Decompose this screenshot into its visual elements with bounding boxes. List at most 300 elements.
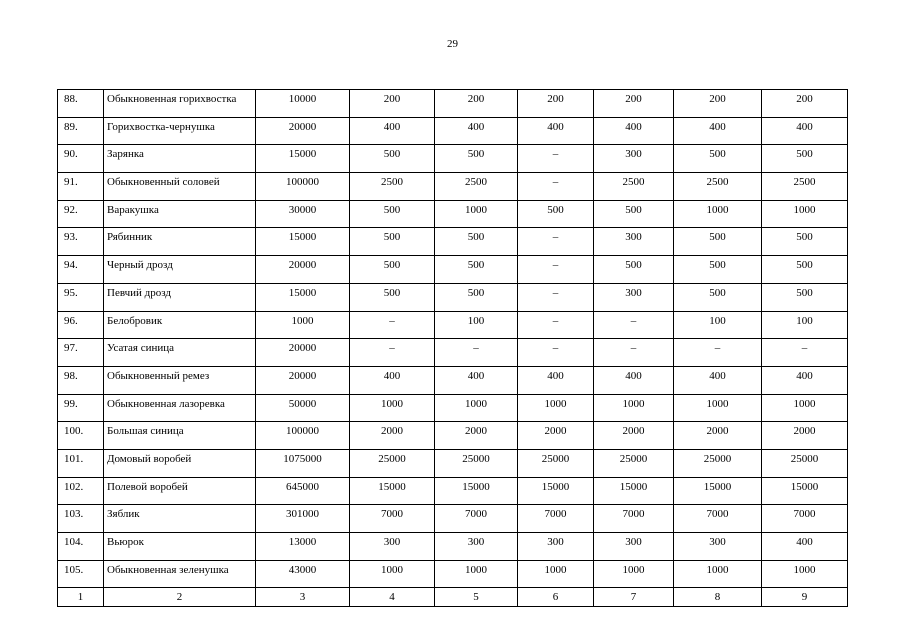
cell-text: 200 [796, 93, 813, 105]
cell-text: 500 [383, 203, 401, 216]
cell-text: 400 [709, 369, 726, 382]
value-cell-6 [518, 339, 594, 367]
species-name-cell [104, 90, 256, 118]
cell-text: 200 [709, 93, 726, 105]
value-cell-5 [435, 560, 518, 588]
value-cell-8 [674, 90, 762, 118]
cell-text: 1000 [793, 563, 816, 576]
total-count-cell [256, 283, 350, 311]
value-cell-9 [762, 339, 848, 367]
cell-text: 99. [64, 397, 78, 410]
value-cell-6 [518, 505, 594, 533]
value-cell-7 [594, 560, 674, 588]
cell-text: 15000 [541, 480, 570, 493]
cell-text: 1000 [793, 397, 816, 410]
value-cell-7 [594, 339, 674, 367]
value-cell-4 [350, 256, 435, 284]
species-name-cell [104, 422, 256, 450]
cell-text: Обыкновенный ремез [107, 369, 210, 382]
cell-text: 88. [64, 93, 78, 105]
row-number-cell [58, 117, 104, 145]
cell-text: 1000 [544, 397, 567, 410]
cell-text: Белобровик [107, 314, 163, 327]
cell-text: – [389, 342, 395, 355]
value-cell-7 [594, 256, 674, 284]
total-count-cell [256, 560, 350, 588]
cell-text: 7000 [465, 508, 487, 521]
cell-text: – [552, 286, 559, 299]
cell-text: 2000 [706, 425, 729, 438]
table-row [58, 256, 848, 284]
row-number-cell [58, 449, 104, 477]
cell-text: 645000 [286, 480, 319, 493]
cell-text: 1000 [622, 397, 645, 410]
cell-text: 500 [796, 259, 813, 272]
cell-text: – [389, 314, 395, 327]
cell-text: Рябинник [107, 231, 153, 244]
cell-text: 1000 [381, 397, 403, 410]
row-number-cell [58, 422, 104, 450]
table-row [58, 560, 848, 588]
cell-text: 7000 [544, 508, 567, 521]
value-cell-8 [674, 256, 762, 284]
cell-text: 30000 [288, 203, 317, 216]
cell-text: 300 [467, 536, 485, 548]
value-cell-5 [435, 311, 518, 339]
species-name-cell [104, 173, 256, 201]
total-count-cell [256, 505, 350, 533]
column-number-cell [350, 588, 435, 607]
cell-text: 500 [547, 203, 564, 216]
cell-text: 400 [467, 120, 485, 133]
value-cell-6 [518, 311, 594, 339]
cell-text: 1075000 [283, 452, 322, 465]
cell-text: Зяблик [107, 508, 140, 521]
cell-text: 25000 [462, 452, 490, 465]
value-cell-9 [762, 200, 848, 228]
cell-text: 500 [709, 259, 726, 272]
cell-text: 500 [467, 231, 485, 244]
value-cell-8 [674, 228, 762, 256]
cell-text: 200 [547, 93, 564, 105]
cell-text: 93. [64, 231, 78, 244]
row-number-cell [58, 311, 104, 339]
total-count-cell [256, 200, 350, 228]
total-count-cell [256, 533, 350, 561]
cell-text: 1000 [291, 314, 314, 327]
value-cell-8 [674, 449, 762, 477]
value-cell-9 [762, 477, 848, 505]
value-cell-6 [518, 533, 594, 561]
value-cell-9 [762, 145, 848, 173]
cell-text: 94. [64, 259, 78, 272]
column-number-cell [104, 588, 256, 607]
cell-text: 1000 [465, 397, 487, 410]
cell-text: 2000 [622, 425, 645, 438]
cell-text: Зарянка [107, 148, 144, 161]
cell-text: 4 [389, 591, 395, 604]
value-cell-6 [518, 173, 594, 201]
table-body [58, 90, 848, 607]
cell-text: 6 [552, 591, 559, 604]
value-cell-4 [350, 449, 435, 477]
value-cell-5 [435, 283, 518, 311]
cell-text: 100000 [286, 176, 319, 189]
cell-text: 100. [64, 425, 84, 438]
cell-text: 9 [801, 591, 808, 604]
value-cell-8 [674, 173, 762, 201]
table-row [58, 339, 848, 367]
value-cell-8 [674, 560, 762, 588]
value-cell-4 [350, 311, 435, 339]
cell-text: 15000 [288, 231, 317, 244]
value-cell-5 [435, 145, 518, 173]
value-cell-8 [674, 200, 762, 228]
cell-text: 400 [625, 120, 642, 133]
cell-text: 2500 [793, 176, 816, 189]
row-number-cell [58, 283, 104, 311]
cell-text: Певчий дрозд [107, 286, 171, 299]
value-cell-6 [518, 145, 594, 173]
total-count-cell [256, 256, 350, 284]
cell-text: 15000 [703, 480, 732, 493]
cell-text: Обыкновенная зеленушка [107, 563, 229, 576]
cell-text: 300 [625, 148, 642, 161]
value-cell-8 [674, 117, 762, 145]
table-row [58, 283, 848, 311]
value-cell-7 [594, 117, 674, 145]
species-name-cell [104, 283, 256, 311]
value-cell-4 [350, 228, 435, 256]
cell-text: 400 [625, 369, 642, 382]
cell-text: 50000 [288, 397, 317, 410]
value-cell-4 [350, 505, 435, 533]
cell-text: 400 [709, 120, 726, 133]
cell-text: 400 [467, 369, 485, 382]
cell-text: 1000 [544, 563, 567, 576]
value-cell-5 [435, 117, 518, 145]
species-name-cell [104, 560, 256, 588]
cell-text: 89. [64, 120, 78, 133]
value-cell-7 [594, 505, 674, 533]
value-cell-5 [435, 477, 518, 505]
cell-text: Домовый воробей [107, 452, 192, 465]
cell-text: 301000 [286, 508, 319, 521]
cell-text: 1000 [793, 203, 816, 216]
cell-text: 500 [383, 286, 401, 299]
value-cell-9 [762, 449, 848, 477]
cell-text: 400 [547, 369, 564, 382]
cell-text: 25000 [541, 452, 570, 465]
value-cell-8 [674, 422, 762, 450]
value-cell-4 [350, 366, 435, 394]
cell-text: 500 [383, 231, 401, 244]
value-cell-6 [518, 256, 594, 284]
cell-text: 300 [625, 286, 642, 299]
table-row [58, 311, 848, 339]
table-row [58, 117, 848, 145]
column-number-cell [518, 588, 594, 607]
cell-text: 1000 [465, 203, 487, 216]
column-number-cell [58, 588, 104, 607]
cell-text: 15000 [790, 480, 819, 493]
cell-text: 100000 [286, 425, 319, 438]
cell-text: 2000 [381, 425, 403, 438]
cell-text: 2000 [465, 425, 487, 438]
cell-text: 500 [796, 148, 813, 161]
cell-text: 15000 [288, 286, 317, 299]
value-cell-5 [435, 394, 518, 422]
cell-text: Усатая синица [107, 342, 175, 355]
cell-text: 500 [709, 231, 726, 244]
value-cell-5 [435, 533, 518, 561]
table-row [58, 533, 848, 561]
value-cell-9 [762, 560, 848, 588]
species-name-cell [104, 449, 256, 477]
value-cell-5 [435, 173, 518, 201]
table-row [58, 477, 848, 505]
value-cell-4 [350, 422, 435, 450]
cell-text: 15000 [288, 148, 317, 161]
cell-text: – [801, 342, 808, 355]
value-cell-4 [350, 200, 435, 228]
cell-text: 15000 [378, 480, 406, 493]
total-count-cell [256, 173, 350, 201]
table-row [58, 422, 848, 450]
cell-text: Вьюрок [107, 536, 144, 548]
cell-text: 8 [714, 591, 721, 604]
total-count-cell [256, 394, 350, 422]
cell-text: 25000 [378, 452, 406, 465]
cell-text: 98. [64, 369, 78, 382]
species-name-cell [104, 339, 256, 367]
value-cell-8 [674, 477, 762, 505]
cell-text: 500 [467, 148, 485, 161]
value-cell-5 [435, 228, 518, 256]
value-cell-5 [435, 256, 518, 284]
row-number-cell [58, 90, 104, 118]
cell-text: 1000 [706, 563, 729, 576]
value-cell-9 [762, 90, 848, 118]
table-row [58, 173, 848, 201]
species-name-cell [104, 366, 256, 394]
value-cell-7 [594, 283, 674, 311]
total-count-cell [256, 449, 350, 477]
value-cell-7 [594, 533, 674, 561]
value-cell-4 [350, 145, 435, 173]
cell-text: 25000 [619, 452, 648, 465]
value-cell-5 [435, 339, 518, 367]
table-row [58, 366, 848, 394]
cell-text: 105. [64, 563, 84, 576]
column-number-cell [594, 588, 674, 607]
cell-text: 500 [796, 286, 813, 299]
table-row [58, 228, 848, 256]
species-name-cell [104, 533, 256, 561]
cell-text: 90. [64, 148, 78, 161]
value-cell-7 [594, 200, 674, 228]
cell-text: 500 [796, 231, 813, 244]
cell-text: 101. [64, 452, 84, 465]
value-cell-8 [674, 283, 762, 311]
row-number-cell [58, 228, 104, 256]
value-cell-9 [762, 173, 848, 201]
value-cell-8 [674, 394, 762, 422]
cell-text: – [552, 176, 559, 189]
cell-text: 95. [64, 286, 78, 299]
cell-text: 7000 [793, 508, 816, 521]
species-name-cell [104, 117, 256, 145]
cell-text: 20000 [288, 259, 317, 272]
cell-text: – [714, 342, 721, 355]
column-number-cell [674, 588, 762, 607]
row-number-cell [58, 505, 104, 533]
cell-text: 400 [383, 120, 401, 133]
value-cell-9 [762, 117, 848, 145]
cell-text: 43000 [288, 563, 317, 576]
value-cell-6 [518, 394, 594, 422]
column-number-cell [435, 588, 518, 607]
value-cell-5 [435, 505, 518, 533]
cell-text: – [630, 314, 637, 327]
total-count-cell [256, 477, 350, 505]
value-cell-8 [674, 505, 762, 533]
cell-text: 2500 [622, 176, 645, 189]
row-number-cell [58, 256, 104, 284]
value-cell-6 [518, 117, 594, 145]
value-cell-4 [350, 560, 435, 588]
value-cell-6 [518, 366, 594, 394]
value-cell-6 [518, 283, 594, 311]
value-cell-7 [594, 477, 674, 505]
cell-text: 102. [64, 480, 84, 493]
value-cell-8 [674, 533, 762, 561]
total-count-cell [256, 311, 350, 339]
cell-text: 500 [383, 259, 401, 272]
cell-text: 25000 [703, 452, 732, 465]
cell-text: 1 [77, 591, 84, 604]
row-number-cell [58, 173, 104, 201]
cell-text: 15000 [619, 480, 648, 493]
value-cell-7 [594, 366, 674, 394]
value-cell-7 [594, 422, 674, 450]
value-cell-7 [594, 90, 674, 118]
cell-text: 7000 [381, 508, 403, 521]
cell-text: 15000 [462, 480, 490, 493]
cell-text: – [552, 259, 559, 272]
row-number-cell [58, 200, 104, 228]
cell-text: 10000 [288, 93, 317, 105]
cell-text: Обыкновенная лазоревка [107, 397, 225, 410]
value-cell-6 [518, 228, 594, 256]
value-cell-9 [762, 256, 848, 284]
cell-text: 104. [64, 536, 84, 548]
value-cell-4 [350, 90, 435, 118]
column-number-cell [256, 588, 350, 607]
value-cell-4 [350, 117, 435, 145]
table-row [58, 449, 848, 477]
table-row [58, 145, 848, 173]
cell-text: 5 [473, 591, 479, 604]
cell-text: 1000 [706, 203, 729, 216]
value-cell-4 [350, 173, 435, 201]
cell-text: 200 [383, 93, 401, 105]
value-cell-6 [518, 200, 594, 228]
cell-text: 7000 [622, 508, 645, 521]
value-cell-5 [435, 422, 518, 450]
cell-text: 100 [796, 314, 813, 327]
cell-text: Обыкновенная горихвостка [107, 93, 237, 105]
value-cell-9 [762, 366, 848, 394]
cell-text: 400 [796, 120, 813, 133]
cell-text: 2 [176, 591, 183, 604]
cell-text: – [552, 231, 559, 244]
total-count-cell [256, 366, 350, 394]
cell-text: 100 [709, 314, 726, 327]
value-cell-4 [350, 283, 435, 311]
cell-text: 200 [625, 93, 642, 105]
bird-population-table [57, 89, 848, 607]
table-row [58, 505, 848, 533]
page-number: 29 [447, 38, 458, 50]
value-cell-5 [435, 90, 518, 118]
value-cell-6 [518, 449, 594, 477]
value-cell-4 [350, 533, 435, 561]
cell-text: 2500 [706, 176, 729, 189]
cell-text: – [473, 342, 479, 355]
value-cell-6 [518, 422, 594, 450]
row-number-cell [58, 394, 104, 422]
species-name-cell [104, 311, 256, 339]
cell-text: 1000 [465, 563, 487, 576]
cell-text: 400 [796, 536, 813, 548]
row-number-cell [58, 366, 104, 394]
value-cell-5 [435, 200, 518, 228]
value-cell-8 [674, 311, 762, 339]
cell-text: 13000 [288, 536, 317, 548]
cell-text: 500 [709, 148, 726, 161]
cell-text: 96. [64, 314, 78, 327]
cell-text: Полевой воробей [107, 480, 188, 493]
cell-text: – [552, 148, 559, 161]
cell-text: 103. [64, 508, 84, 521]
cell-text: 1000 [381, 563, 403, 576]
cell-text: 500 [467, 286, 485, 299]
cell-text: – [552, 314, 559, 327]
total-count-cell [256, 339, 350, 367]
value-cell-9 [762, 283, 848, 311]
row-number-cell [58, 533, 104, 561]
value-cell-8 [674, 366, 762, 394]
cell-text: Большая синица [107, 425, 184, 438]
cell-text: 300 [625, 231, 642, 244]
cell-text: 500 [383, 148, 401, 161]
value-cell-7 [594, 228, 674, 256]
value-cell-9 [762, 394, 848, 422]
cell-text: 7 [630, 591, 637, 604]
value-cell-7 [594, 145, 674, 173]
species-name-cell [104, 228, 256, 256]
value-cell-4 [350, 477, 435, 505]
cell-text: 20000 [288, 369, 317, 382]
cell-text: 3 [299, 591, 306, 604]
species-name-cell [104, 505, 256, 533]
total-count-cell [256, 90, 350, 118]
species-name-cell [104, 256, 256, 284]
cell-text: 200 [467, 93, 485, 105]
row-number-cell [58, 560, 104, 588]
value-cell-7 [594, 311, 674, 339]
